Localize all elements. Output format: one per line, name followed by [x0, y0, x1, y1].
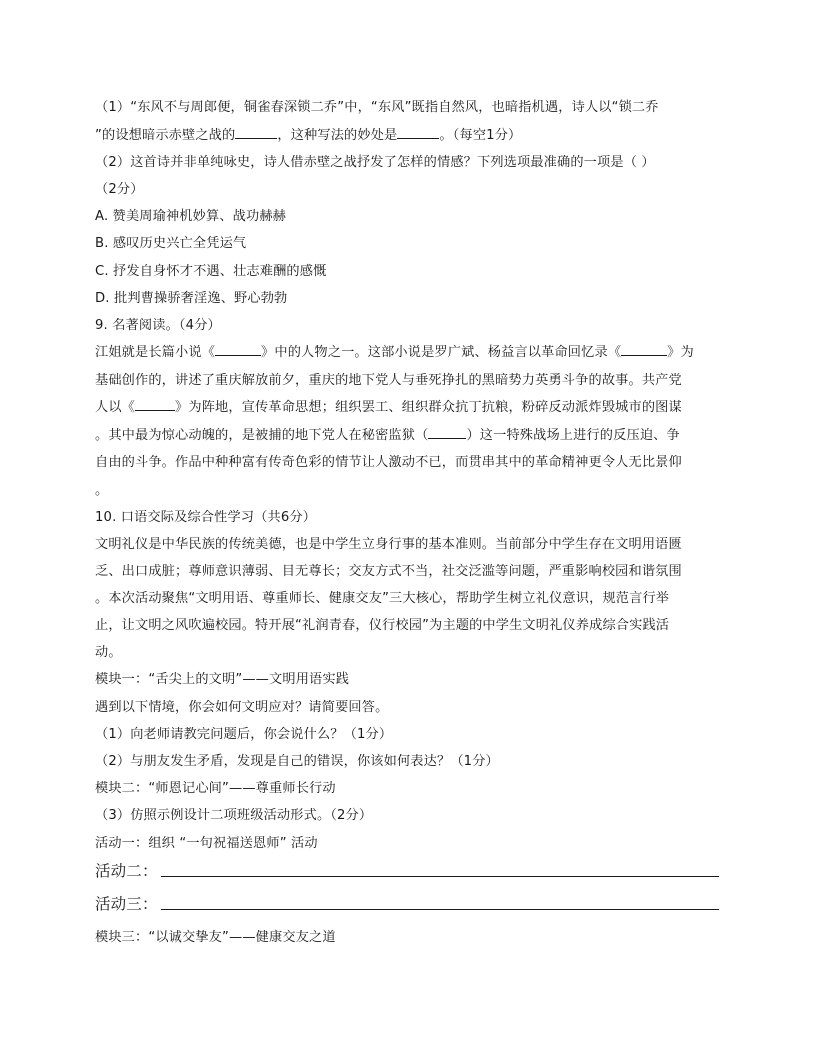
q9-line4	[95, 424, 680, 443]
q10-para-line3: 。本次活动聚焦“文明用语、尊重师长、健康交友”三大核心，帮助学生树立礼仪意识，规范言行举	[95, 591, 670, 606]
option-c: C. 抒发自身怀才不遇、壮志难酬的感慨	[95, 264, 327, 279]
module-one-prompt: 遇到以下情境，你会如何文明应对？请简要回答。	[95, 700, 389, 715]
q10-title: 10. 口语交际及综合性学习（共6分）	[95, 510, 317, 525]
sub-question-2: （2）与朋友发生矛盾，发现是自己的错误，你该如何表达？（1分）	[95, 754, 499, 769]
option-a: A. 赞美周瑜神机妙算、战功赫赫	[95, 209, 287, 224]
q8-sub1-text-c: 。（每空1分）	[439, 128, 522, 143]
activity-three-label: 活动三：	[95, 895, 158, 913]
newspaper-blank[interactable]	[135, 398, 175, 411]
q9-title: 9. 名著阅读。（4分）	[95, 318, 221, 333]
q9-text: 。其中最为惊心动魄的，是被捕的地下党人在秘密监狱（	[95, 428, 429, 443]
module-two-heading: 模块二：“师恩记心间”——尊重师长行动	[95, 781, 336, 796]
q8-sub1-text-a: ”的设想暗示赤壁之战的	[95, 128, 236, 143]
activity-two-answer-line[interactable]	[161, 876, 719, 877]
q9-line3	[95, 396, 682, 415]
activity-one-example: 活动一：组织 “一句祝福送恩师” 活动	[95, 836, 318, 851]
q9-text: 》为	[667, 345, 694, 360]
q10-para-line2: 乏、出口成脏；尊师意识薄弱、目无尊长；交友方式不当，社交泛滥等问题，严重影响校园和谐氛围	[95, 564, 682, 579]
q10-para-line4: 止，让文明之风吹遍校园。特开展“礼润青春，仪行校园”为主题的中学生文明礼仪养成综合实践活	[95, 618, 670, 633]
q8-sub2-line2: （2分）	[95, 182, 144, 197]
memoir-title-blank[interactable]	[621, 343, 667, 356]
q9-line5: 自由的斗争。作品中种种富有传奇色彩的情节让人激动不已，而贯串其中的革命精神更令人无比景仰	[95, 455, 682, 470]
q9-text: ）这一特殊战场上进行的反压迫、争	[466, 428, 680, 443]
sub-question-1: （1）向老师请教完问题后，你会说什么？（1分）	[95, 727, 393, 742]
option-d: D. 批判曹操骄奢淫逸、野心勃勃	[95, 291, 288, 306]
activity-two-label: 活动二：	[95, 862, 158, 880]
q8-sub2-line1: （2）这首诗并非单纯咏史，诗人借赤壁之战抒发了怎样的情感？下列选项最准确的一项是（ ）	[95, 155, 655, 170]
q8-sub1-line2	[95, 124, 521, 143]
q9-line2: 基础创作的，讲述了重庆解放前夕，重庆的地下党人与垂死挣扎的黑暗势力英勇斗争的故事。共产党	[95, 373, 682, 388]
q9-line1	[95, 341, 694, 360]
q8-sub1-line1: （1）“东风不与周郎便，铜雀春深锁二乔”中，“东风”既指自然风，也暗指机遇，诗人以“锁二乔	[95, 100, 659, 115]
q9-text: 江姐就是长篇小说《	[95, 345, 216, 360]
q9-text: 人以《	[95, 400, 136, 415]
prison-blank[interactable]	[428, 426, 466, 439]
q10-para-line1: 文明礼仪是中华民族的传统美德，也是中学生立身行事的基本准则。当前部分中学生存在文明用语匮	[95, 537, 682, 552]
q10-para-line5: 动。	[95, 645, 122, 660]
option-b: B. 感叹历史兴亡全凭运气	[95, 236, 247, 251]
answer-blank[interactable]	[397, 126, 439, 139]
module-one-heading: 模块一：“舌尖上的文明”——文明用语实践	[95, 672, 350, 687]
q9-line6: 。	[95, 483, 109, 498]
activity-three-answer-line[interactable]	[161, 909, 719, 910]
q9-text: 》为阵地，宣传革命思想；组织罢工、组织群众抗丁抗粮，粉碎反动派炸毁城市的图谋	[175, 400, 682, 415]
q9-text: 》中的人物之一。这部小说是罗广斌、杨益言以革命回忆录《	[261, 345, 622, 360]
book-title-blank[interactable]	[215, 343, 261, 356]
module-three-heading: 模块三：“以诚交挚友”——健康交友之道	[95, 930, 336, 945]
answer-blank[interactable]	[235, 126, 277, 139]
sub-question-3: （3）仿照示例设计二项班级活动形式。（2分）	[95, 808, 373, 823]
q8-sub1-text-b: ，这种写法的妙处是	[277, 128, 398, 143]
